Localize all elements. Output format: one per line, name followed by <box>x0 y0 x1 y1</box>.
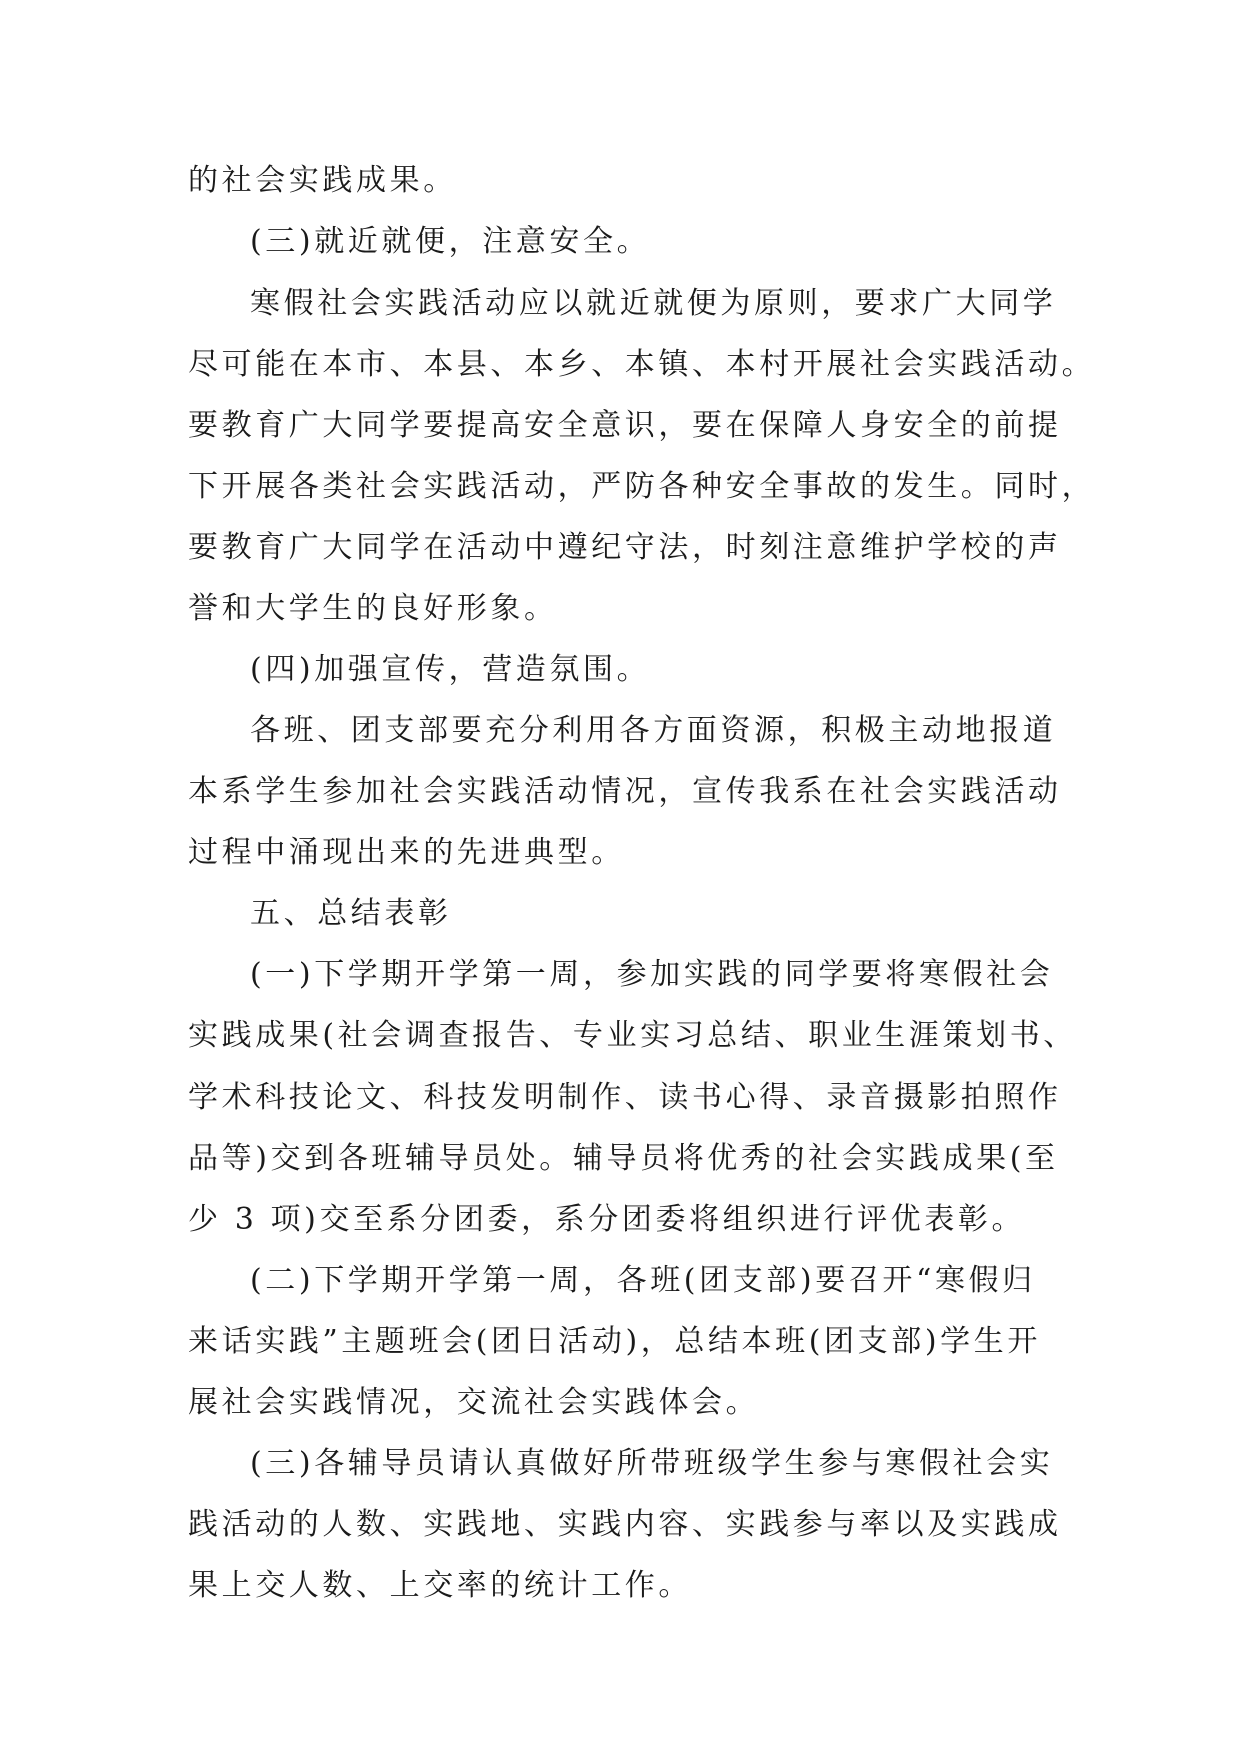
paragraph-line: 本系学生参加社会实践活动情况，宣传我系在社会实践活动 <box>188 774 1062 809</box>
paragraph-line: 展社会实践情况，交流社会实践体会。 <box>188 1385 760 1420</box>
paragraph-line: 少 3 项)交至系分团委，系分团委将组织进行评优表彰。 <box>188 1202 1026 1237</box>
paragraph-line: (一)下学期开学第一周，参加实践的同学要将寒假社会 <box>250 957 1054 992</box>
paragraph-line: 来话实践”主题班会(团日活动)，总结本班(团支部)学生开 <box>188 1324 1041 1359</box>
paragraph-line: 寒假社会实践活动应以就近就便为原则，要求广大同学 <box>250 286 1057 321</box>
paragraph-line: 果上交人数、上交率的统计工作。 <box>188 1568 692 1603</box>
paragraph-line: 各班、团支部要充分利用各方面资源，积极主动地报道 <box>250 713 1057 748</box>
paragraph-line: 的社会实践成果。 <box>188 163 457 198</box>
paragraph-line: 尽可能在本市、本县、本乡、本镇、本村开展社会实践活动。 <box>188 347 1096 382</box>
paragraph-line: 过程中涌现出来的先进典型。 <box>188 835 625 870</box>
section-heading: 五、总结表彰 <box>250 896 452 931</box>
paragraph-line: 下开展各类社会实践活动，严防各种安全事故的发生。同时， <box>188 469 1096 504</box>
paragraph-line: (三)各辅导员请认真做好所带班级学生参与寒假社会实 <box>250 1446 1054 1481</box>
paragraph-line: 誉和大学生的良好形象。 <box>188 591 558 626</box>
paragraph-line: 实践成果(社会调查报告、专业实习总结、职业生涯策划书、 <box>188 1018 1077 1053</box>
paragraph-line: 要教育广大同学要提高安全意识，要在保障人身安全的前提 <box>188 408 1062 443</box>
paragraph-line: 品等)交到各班辅导员处。辅导员将优秀的社会实践成果(至 <box>188 1141 1059 1176</box>
section-heading: (四)加强宣传，营造氛围。 <box>250 652 651 687</box>
paragraph-line: (二)下学期开学第一周，各班(团支部)要召开“寒假归 <box>250 1263 1036 1298</box>
paragraph-line: 践活动的人数、实践地、实践内容、实践参与率以及实践成 <box>188 1507 1062 1542</box>
paragraph-line: 学术科技论文、科技发明制作、读书心得、录音摄影拍照作 <box>188 1080 1062 1115</box>
section-heading: (三)就近就便，注意安全。 <box>250 224 651 259</box>
paragraph-line: 要教育广大同学在活动中遵纪守法，时刻注意维护学校的声 <box>188 530 1062 565</box>
